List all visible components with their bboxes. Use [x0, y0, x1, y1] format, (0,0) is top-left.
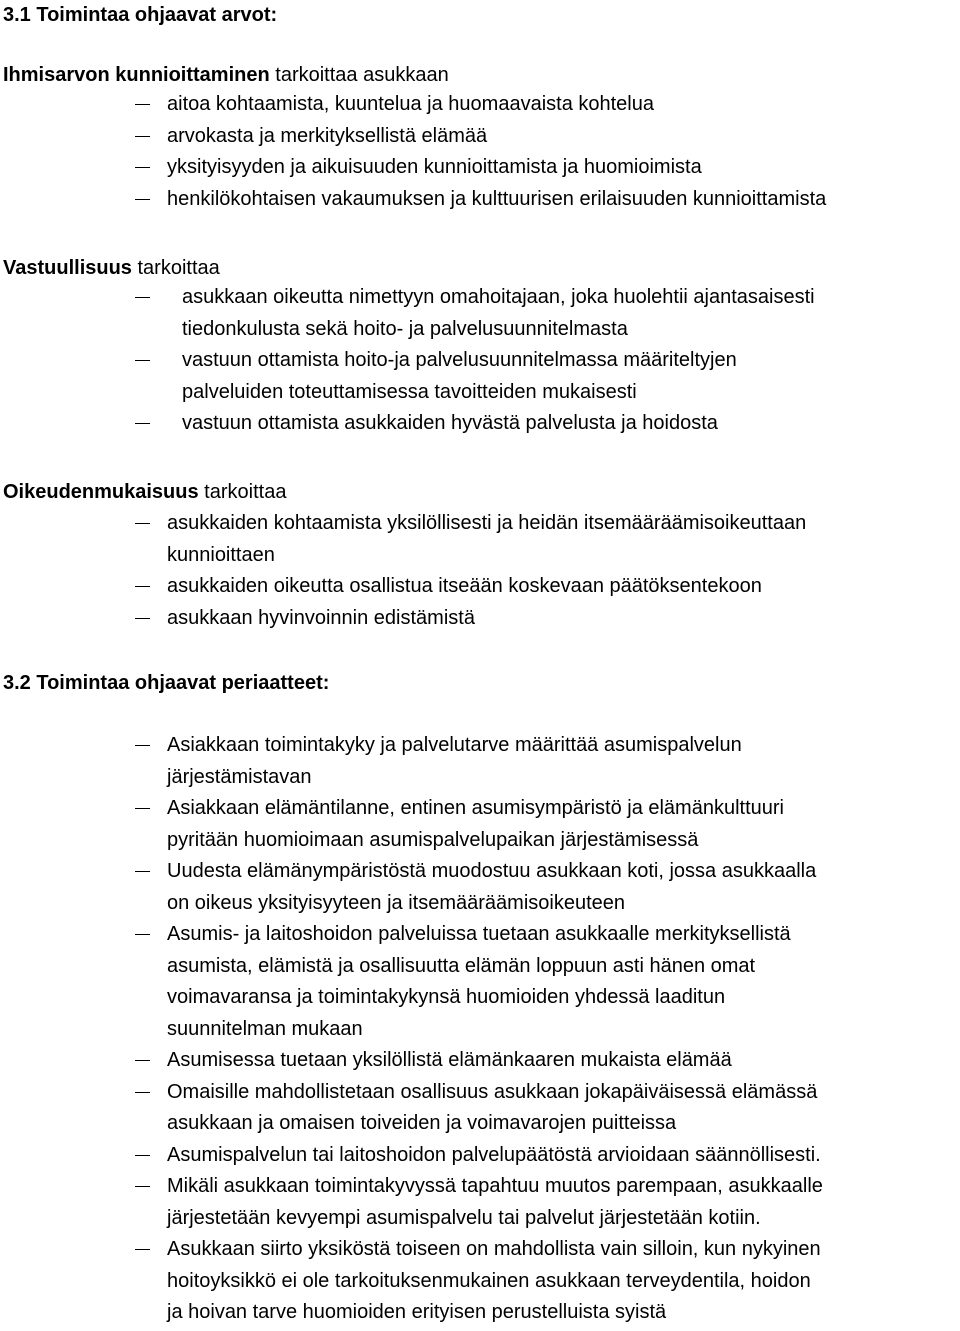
list-item-line: Omaisille mahdollistetaan osallisuus asukkaan jokapäiväisessä elämässä [167, 1080, 818, 1103]
list-item-line: tiedonkulusta sekä hoito- ja palvelusuunnitelmasta [182, 317, 628, 340]
list-item-line: Asukkaan siirto yksiköstä toiseen on mahdollista vain silloin, kun nykyinen [167, 1238, 821, 1260]
list-item-line: yksityisyyden ja aikuisuuden kunnioittamista ja huomioimista [167, 156, 702, 178]
dash-bullet-icon [135, 1092, 150, 1093]
list-item-line: järjestetään kevyempi asumispalvelu tai palvelut järjestetään kotiin. [167, 1206, 761, 1229]
list-item [0, 1171, 823, 1234]
dash-bullet-icon [135, 360, 150, 361]
list-item [0, 571, 806, 603]
list-item-line: on oikeus yksityisyyteen ja itsemääräämisoikeuteen [167, 891, 625, 914]
list-item-line: järjestämistavan [167, 765, 312, 788]
dash-bullet-icon [135, 423, 150, 424]
value-description: tarkoittaa [198, 481, 287, 503]
list-item-line: Asiakkaan toimintakyky ja palvelutarve määrittää asumispalvelun [167, 734, 742, 756]
list-item-line: asukkaan oikeutta nimettyyn omahoitajaan, joka huolehtii ajantasaisesti [182, 286, 815, 308]
list-item-line: pyritään huomioimaan asumispalvelupaikan järjestämisessä [167, 828, 699, 851]
dash-bullet-icon [135, 199, 150, 200]
dash-bullet-icon [135, 1060, 150, 1061]
list-item [0, 508, 806, 571]
list-item-line: hoitoyksikkö ei ole tarkoituksenmukainen asukkaan terveydentila, hoidon [167, 1269, 811, 1292]
list-item-line: asukkaan ja omaisen toiveiden ja voimavarojen puitteissa [167, 1112, 677, 1134]
principles-list [0, 730, 823, 1329]
section-title-principles [3, 668, 329, 700]
list-item-line: asukkaiden oikeutta osallistua itseään koskevaan päätöksentekoon [167, 575, 762, 597]
list-item-line: vastuun ottamista hoito-ja palvelusuunnitelmassa määriteltyjen [182, 349, 737, 371]
list-item [0, 121, 826, 153]
list-item [0, 1234, 823, 1329]
dash-bullet-icon [135, 745, 150, 746]
dash-bullet-icon [135, 871, 150, 872]
list-item-line: vastuun ottamista asukkaiden hyvästä palvelusta ja hoidosta [182, 412, 718, 434]
dash-bullet-icon [135, 1249, 150, 1250]
dash-bullet-icon [135, 297, 150, 298]
dash-bullet-icon [135, 618, 150, 619]
list-item [0, 408, 815, 440]
list-item-line: ja hoivan tarve huomioiden erityisen perustelluista syistä [167, 1301, 667, 1323]
value-list-responsibility [0, 282, 815, 440]
section-title-values [3, 0, 277, 32]
list-item [0, 919, 823, 1045]
dash-bullet-icon [135, 586, 150, 587]
section-title-text: 3.1 Toimintaa ohjaavat arvot: [3, 4, 278, 26]
dash-bullet-icon [135, 104, 150, 105]
list-item [0, 89, 826, 121]
list-item-line: Asumispalvelun tai laitoshoidon palvelupäätöstä arvioidaan säännöllisesti. [167, 1143, 821, 1166]
value-heading-responsibility [3, 253, 220, 285]
list-item [0, 184, 826, 216]
list-item [0, 1140, 823, 1172]
list-item [0, 793, 823, 856]
list-item-line: asukkaiden kohtaamista yksilöllisesti ja heidän itsemääräämisoikeuttaan [167, 512, 807, 534]
list-item [0, 856, 823, 919]
value-description: tarkoittaa asukkaan [269, 64, 449, 86]
list-item [0, 1045, 823, 1077]
section-title-text: 3.2 Toimintaa ohjaavat periaatteet: [3, 672, 330, 694]
list-item [0, 603, 806, 635]
list-item [0, 345, 815, 408]
list-item-line: Uudesta elämänympäristöstä muodostuu asukkaan koti, jossa asukkaalla [167, 860, 817, 882]
value-term: Ihmisarvon kunnioittaminen [3, 64, 270, 86]
list-item [0, 282, 815, 345]
list-item-line: voimavaransa ja toimintakykynsä huomioiden yhdessä laaditun [167, 986, 726, 1008]
list-item-line: Asiakkaan elämäntilanne, entinen asumisympäristö ja elämänkulttuuri [167, 797, 784, 819]
dash-bullet-icon [135, 523, 150, 524]
dash-bullet-icon [135, 934, 150, 935]
list-item [0, 1077, 823, 1140]
list-item-line: henkilökohtaisen vakaumuksen ja kulttuurisen erilaisuuden kunnioittamista [167, 187, 827, 210]
list-item-line: arvokasta ja merkityksellistä elämää [167, 124, 488, 147]
list-item-line: asumista, elämistä ja osallisuutta elämän loppuun asti hänen omat [167, 954, 756, 977]
list-item-line: suunnitelman mukaan [167, 1017, 363, 1040]
list-item-line: asukkaan hyvinvoinnin edistämistä [167, 606, 475, 629]
list-item-line: aitoa kohtaamista, kuuntelua ja huomaavaista kohtelua [167, 93, 654, 115]
list-item-line: Asumis- ja laitoshoidon palveluissa tuetaan asukkaalle merkityksellistä [167, 923, 791, 945]
list-item [0, 730, 823, 793]
dash-bullet-icon [135, 1155, 150, 1156]
value-list-fairness [0, 508, 806, 634]
list-item [0, 152, 826, 184]
dash-bullet-icon [135, 808, 150, 809]
value-heading-dignity [3, 60, 449, 92]
value-term: Oikeudenmukaisuus [3, 481, 199, 503]
dash-bullet-icon [135, 136, 150, 137]
value-heading-fairness [3, 477, 286, 509]
value-list-dignity [0, 89, 826, 215]
list-item-line: palveluiden toteuttamisessa tavoitteiden mukaisesti [182, 380, 637, 403]
list-item-line: kunnioittaen [167, 543, 275, 566]
value-term: Vastuullisuus [3, 257, 132, 279]
list-item-line: Mikäli asukkaan toimintakyvyssä tapahtuu muutos parempaan, asukkaalle [167, 1175, 823, 1197]
dash-bullet-icon [135, 1186, 150, 1187]
value-description: tarkoittaa [131, 257, 220, 279]
dash-bullet-icon [135, 167, 150, 168]
list-item-line: Asumisessa tuetaan yksilöllistä elämänkaaren mukaista elämää [167, 1049, 732, 1071]
